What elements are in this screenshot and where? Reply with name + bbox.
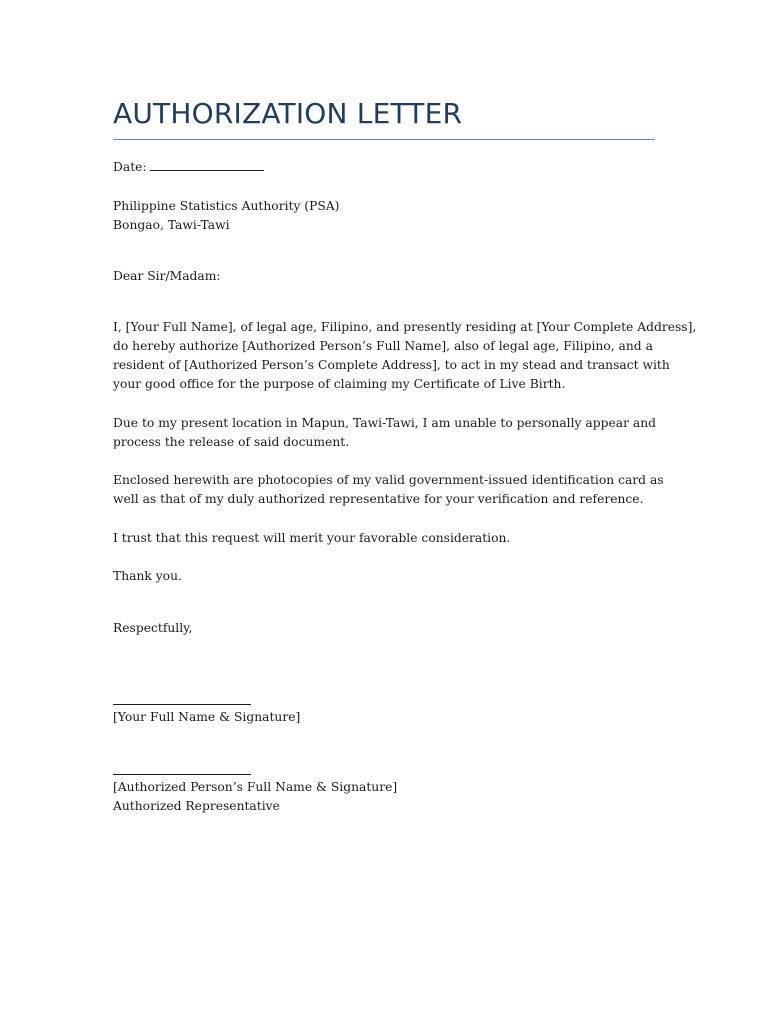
paragraph-line: process the release of said document.	[113, 435, 350, 449]
signature-label: [Authorized Person’s Full Name & Signature]	[113, 780, 398, 794]
paragraph-line: do hereby authorize [Authorized Person’s Full Name], also of legal age, Filipino, and a	[113, 339, 653, 353]
paragraph-line: I, [Your Full Name], of legal age, Filipino, and presently residing at [Your Complete Address],	[113, 320, 697, 334]
title-underline	[113, 139, 655, 140]
signature-role: Authorized Representative	[113, 799, 280, 813]
paragraph-line: your good office for the purpose of claiming my Certificate of Live Birth.	[113, 377, 566, 391]
signature-line	[113, 774, 251, 775]
date-blank	[150, 160, 264, 171]
thanks-line: Thank you.	[113, 569, 182, 583]
signature-line	[113, 704, 251, 705]
paragraph-request: I trust that this request will merit your favorable consideration.	[113, 531, 511, 545]
recipient-name: Philippine Statistics Authority (PSA)	[113, 199, 340, 213]
salutation: Dear Sir/Madam:	[113, 269, 221, 283]
closing-line: Respectfully,	[113, 621, 193, 635]
recipient-address: Bongao, Tawi-Tawi	[113, 218, 230, 232]
paragraph-line: well as that of my duly authorized representative for your verification and reference.	[113, 492, 644, 506]
date-line	[113, 158, 655, 177]
signature-label: [Your Full Name & Signature]	[113, 710, 301, 724]
paragraph-line: Due to my present location in Mapun, Tawi-Tawi, I am unable to personally appear and	[113, 416, 656, 430]
date-label: Date:	[113, 160, 147, 174]
letter-title: AUTHORIZATION LETTER	[113, 97, 463, 130]
paragraph-line: Enclosed herewith are photocopies of my valid government-issued identification card as	[113, 473, 664, 487]
paragraph-line: resident of [Authorized Person’s Complete Address], to act in my stead and transact with	[113, 358, 670, 372]
